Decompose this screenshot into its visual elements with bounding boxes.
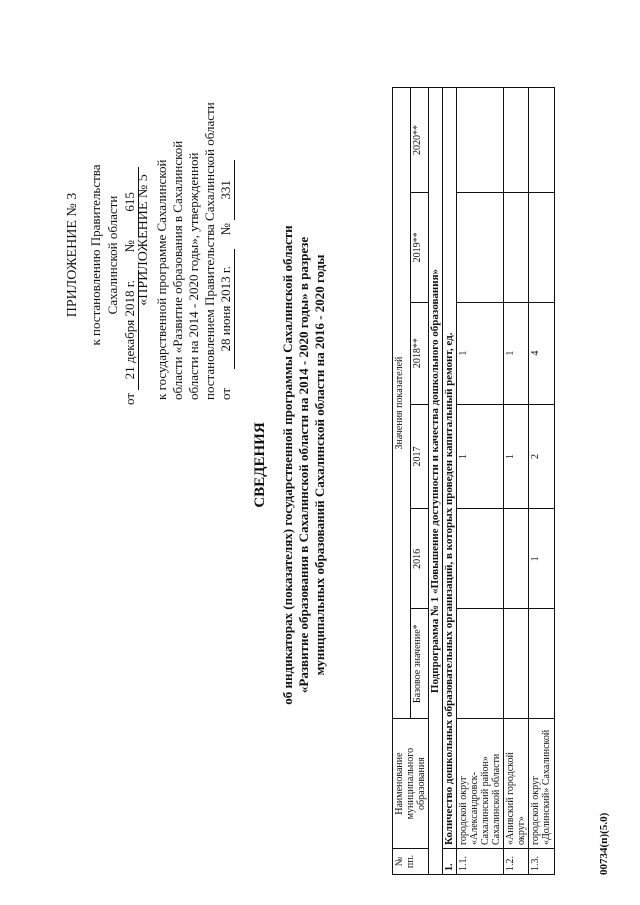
row-2017: 2 bbox=[529, 404, 555, 509]
appendix5-block bbox=[136, 80, 235, 400]
subprogram-row: Подпрограмма № 1 «Повышение доступности и качества дошкольного образования» bbox=[429, 88, 443, 875]
row-num: 1.3. bbox=[529, 849, 555, 875]
header-year: 2017 bbox=[411, 404, 429, 509]
row-num: 1.2. bbox=[504, 849, 529, 875]
indicator-num: 1. bbox=[443, 849, 457, 875]
indicator-title: Количество дошкольных образовательных организаций, в которых проведен капитальный ремонт, ед. bbox=[443, 88, 457, 849]
table-row bbox=[529, 88, 555, 875]
row-2019 bbox=[457, 192, 504, 302]
row-2020 bbox=[457, 88, 504, 193]
row-2017: 1 bbox=[457, 404, 504, 509]
appendix5-line2: области «Развитие образования в Сахалинской bbox=[170, 140, 185, 400]
row-2016: 1 bbox=[529, 509, 555, 609]
footer-code: 00734(п)(5.0) bbox=[598, 812, 610, 875]
heading-line3: муниципальных образований Сахалинской области на 2016 - 2020 годы bbox=[312, 254, 327, 676]
header-base: Базовое значение* bbox=[411, 609, 429, 719]
appendix3-line1: к постановлению Правительства bbox=[88, 164, 103, 346]
row-2018: 1 bbox=[457, 302, 504, 404]
indicators-table bbox=[392, 87, 555, 875]
header-year: 2018** bbox=[411, 302, 429, 404]
appendix5-num-label: № bbox=[218, 223, 233, 236]
header-year: 2020** bbox=[411, 88, 429, 193]
row-name: городской округ «Александровск-Сахалинский район» Сахалинской области bbox=[457, 719, 504, 849]
appendix5-date-prefix: от bbox=[218, 387, 233, 400]
header-name: Наименование муниципального образования bbox=[393, 719, 429, 849]
appendix3-block bbox=[64, 105, 139, 405]
appendix3-line2: Сахалинской области bbox=[105, 195, 120, 315]
row-base bbox=[457, 609, 504, 719]
header-num: № пп. bbox=[393, 849, 429, 875]
row-2018: 1 bbox=[504, 302, 529, 404]
row-2016 bbox=[457, 509, 504, 609]
appendix5-date-line bbox=[218, 80, 235, 400]
document-heading bbox=[252, 185, 328, 745]
row-name: городской округ «Долинский» Сахалинской bbox=[529, 719, 555, 849]
row-2020 bbox=[529, 88, 555, 193]
row-base bbox=[529, 609, 555, 719]
table-row bbox=[457, 88, 504, 875]
appendix5-line3: области на 2014 - 2020 годы», утвержденной bbox=[186, 152, 201, 400]
appendix3-title: ПРИЛОЖЕНИЕ № 3 bbox=[65, 192, 80, 318]
row-2016 bbox=[504, 509, 529, 609]
heading-line2: «Развитие образования в Сахалинской области на 2014 - 2020 годы» в разрезе bbox=[296, 236, 311, 694]
row-2019 bbox=[504, 192, 529, 302]
row-2018: 4 bbox=[529, 302, 555, 404]
appendix5-line4: постановлением Правительства Сахалинской области bbox=[202, 102, 217, 400]
heading-line1: об индикаторах (показателях) государственной программы Сахалинской области bbox=[280, 225, 295, 705]
appendix5-title: «ПРИЛОЖЕНИЕ № 5 bbox=[136, 174, 151, 306]
row-num: 1.1. bbox=[457, 849, 504, 875]
appendix3-date-prefix: от bbox=[122, 392, 137, 405]
header-values: Значения показателей bbox=[393, 88, 411, 719]
appendix5-num: 331 bbox=[218, 160, 235, 220]
appendix5-date: 28 июня 2013 г. bbox=[218, 249, 235, 369]
appendix3-date: 21 декабря 2018 г. bbox=[121, 270, 139, 390]
appendix3-num-label: № bbox=[122, 240, 137, 253]
appendix5-line1: к государственной программе Сахалинской bbox=[154, 159, 169, 400]
appendix3-num: 615 bbox=[121, 167, 139, 237]
document-title: СВЕДЕНИЯ bbox=[252, 422, 268, 508]
table-row bbox=[504, 88, 529, 875]
header-year: 2019** bbox=[411, 192, 429, 302]
header-year: 2016 bbox=[411, 509, 429, 609]
row-base bbox=[504, 609, 529, 719]
row-name: «Анивский городской округ» bbox=[504, 719, 529, 849]
row-2017: 1 bbox=[504, 404, 529, 509]
row-2019 bbox=[529, 192, 555, 302]
row-2020 bbox=[504, 88, 529, 193]
